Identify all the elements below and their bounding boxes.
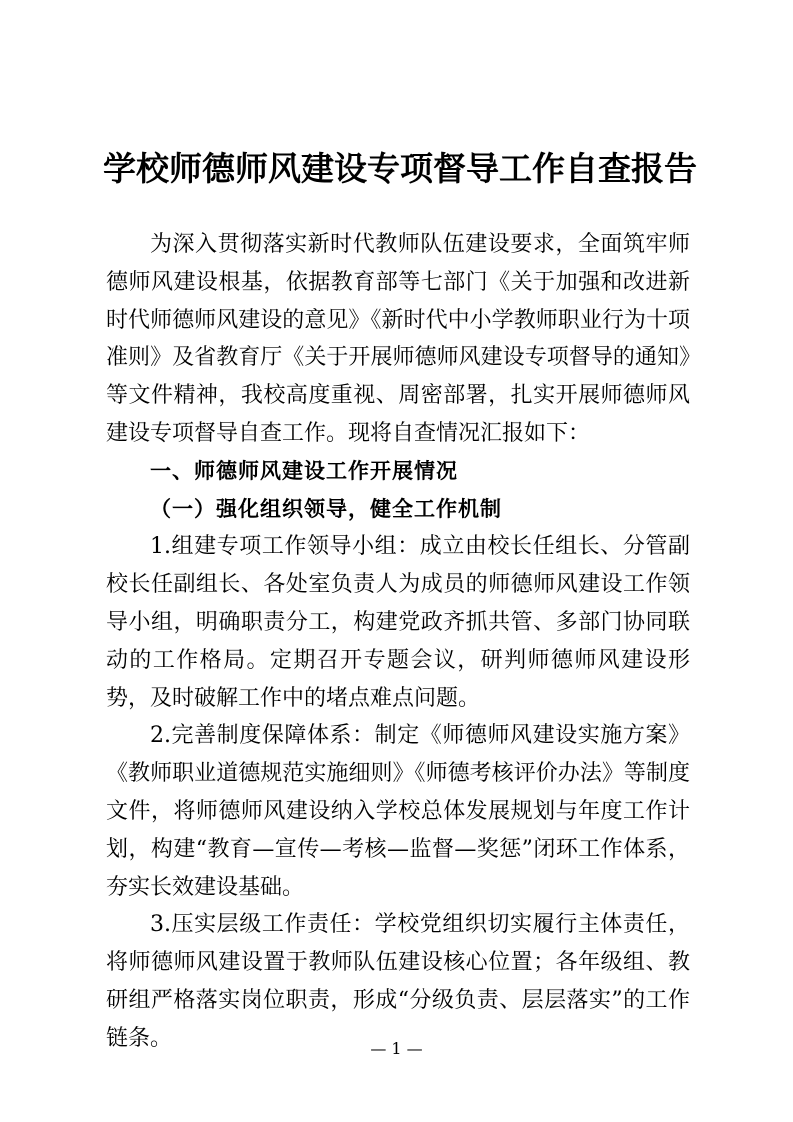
section-heading: 一、师德师风建设工作开展情况 <box>150 458 458 483</box>
document-title: 学校师德师风建设专项督导工作自查报告 <box>103 149 697 188</box>
intro-paragraph: 为深入贯彻落实新时代教师队伍建设要求，全面筑牢师德师风建设根基，依据教育部等七部门《关于加强和改进新时代师德师风建设的意见》《新时代中小学教师职业行为十项准则》及省教育厅《关于开展师德师风建设专项督导的通知》等文件精神，我校高度重视、周密部署，扎实开展师德师风建设专项督导自查工作。现将自查情况汇报如下： <box>106 232 690 446</box>
page-number: — 1 — <box>370 1039 423 1058</box>
item-paragraph-2: 2.完善制度保障体系：制定《师德师风建设实施方案》《教师职业道德规范实施细则》《师德考核评价办法》等制度文件，将师德师风建设纳入学校总体发展规划与年度工作计划，构建“教育—宣传—考核—监督—奖惩”闭环工作体系，夯实长效建设基础。 <box>106 723 690 900</box>
item-paragraph-3: 3.压实层级工作责任：学校党组织切实履行主体责任，将师德师风建设置于教师队伍建设核心位置；各年级组、教研组严格落实岗位职责，形成“分级负责、层层落实”的工作链条。 <box>106 912 690 1051</box>
item-paragraph-1: 1.组建专项工作领导小组：成立由校长任组长、分管副校长任副组长、各处室负责人为成员的师德师风建设工作领导小组，明确职责分工，构建党政齐抓共管、多部门协同联动的工作格局。定期召开专题会议，研判师德师风建设形势，及时破解工作中的堵点难点问题。 <box>106 534 690 711</box>
subsection-heading: （一）强化组织领导，健全工作机制 <box>150 496 502 521</box>
document-body <box>106 226 690 1058</box>
